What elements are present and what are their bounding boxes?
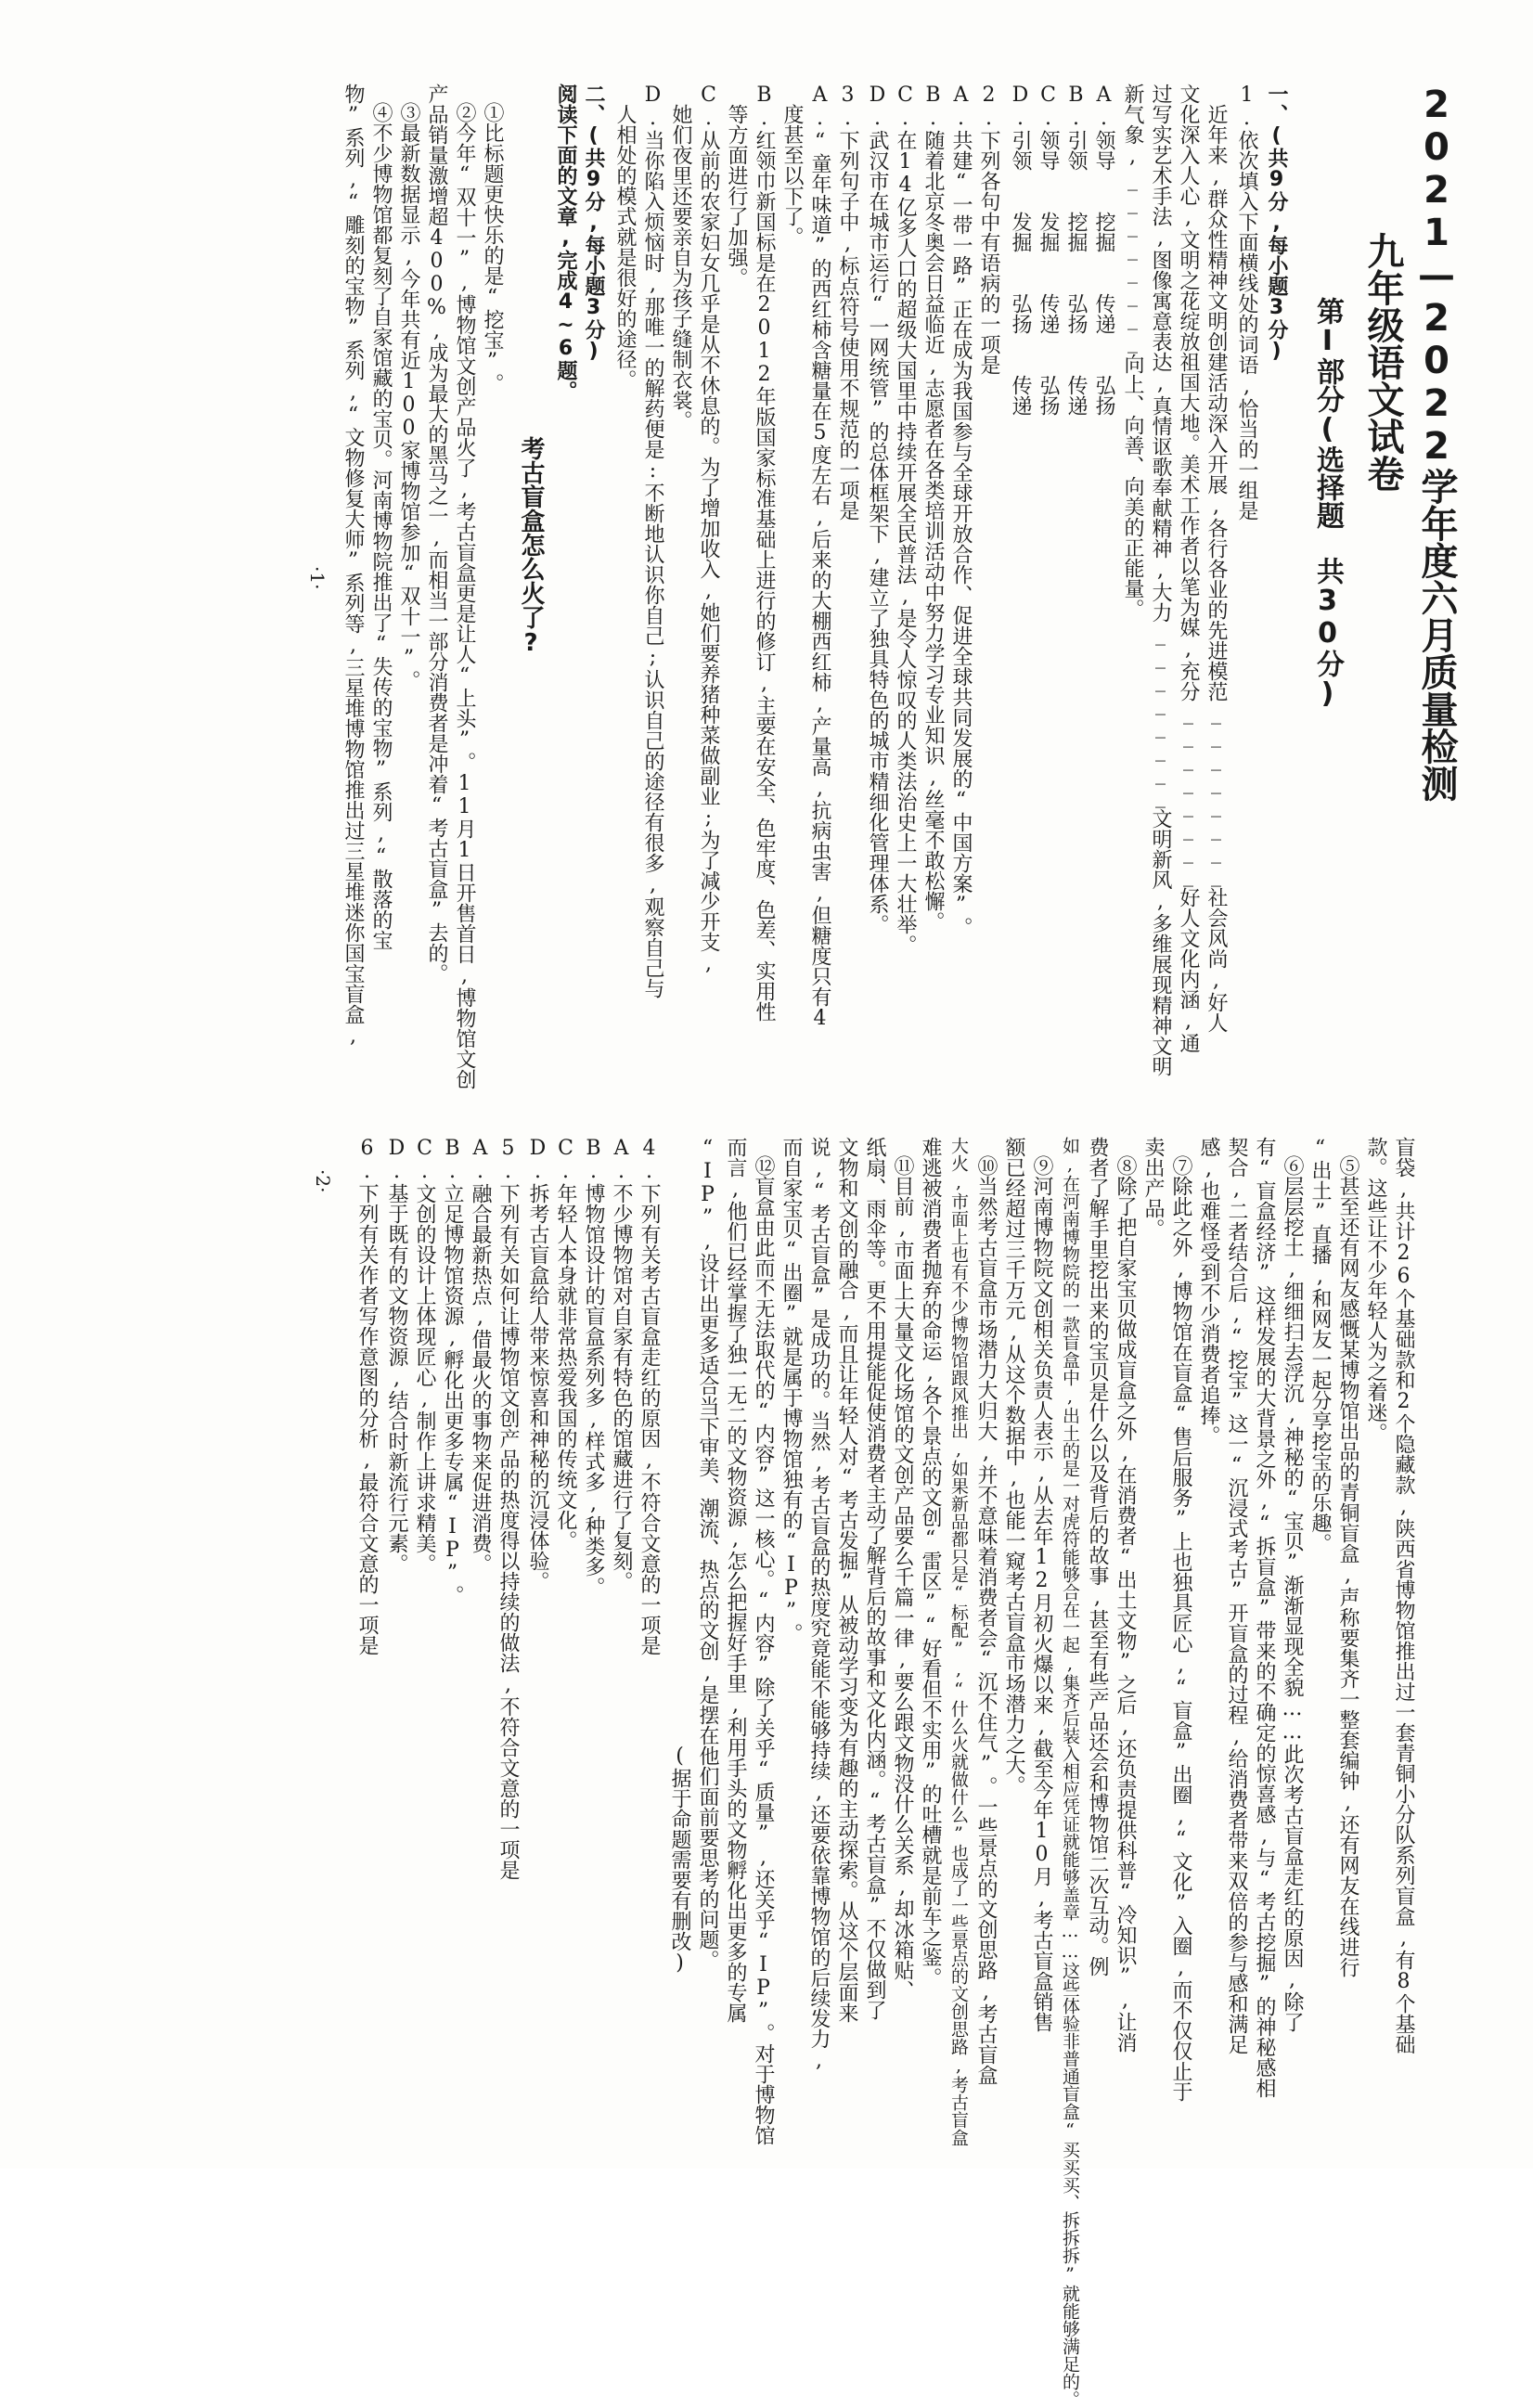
- q1-option-d: D.引领 发掘 弘扬 传递: [1009, 84, 1032, 416]
- article-cont-line-16: ⑩当然考古盲盒市场潜力大归大,并不意味着消费者会“沉不住气”。一些景点的文创思路,考古盲盒: [974, 1155, 998, 2085]
- article-cont-line-9: ⑦除此之外,博物馆在盲盒“售后服务”上也独具匠心,“盲盒”出圈,“文化”入圈,而不仅仅止于: [1169, 1155, 1192, 2102]
- q5-option-b: B.立足博物馆资源,孵化出更多专属“IP”。: [441, 1137, 464, 1605]
- article-source-note: (据于命题需要有删改): [668, 1745, 691, 1975]
- q1-passage-c: 过写实艺术手法,图像寓意表达,真情讴歌奉献精神,大力________文明新风,多维展现精神文明: [1149, 84, 1172, 1076]
- q2-option-a: A.共建“一带一路”正在成为我国参与全球开放合作、促进全球共同发展的“中国方案”。: [949, 84, 973, 937]
- q5-stem: 5.下列有关如何让博物馆文创产品的热度得以持续的做法,不符合文意的一项是: [496, 1137, 520, 1880]
- q1-passage-a: 近年来,群众性精神文明创建活动深入开展,各行各业的先进模范________社会风尚,好人: [1204, 84, 1228, 1033]
- q3-option-b-line2: 等方面进行了加强。: [725, 84, 748, 288]
- article-cont-line-21: 文物和文创的融合,而且让年轻人对“考古发掘”从被动学习变为有趣的主动探索。从这个层面来: [835, 1137, 858, 2023]
- article-title: 考古盲盒怎么火了?: [517, 436, 545, 657]
- article-cont-line-19: ⑪目前,市面上大量文化场馆的文创产品要么千篇一律,要么跟文物没什么关系,却冰箱贴、: [891, 1155, 914, 2001]
- q5-option-c: C.文创的设计上体现匠心,制作上讲求精美。: [413, 1137, 436, 1574]
- main-title-year: 2021—2022学年度六月质量检测: [1415, 84, 1458, 802]
- q3-option-d-line2: 人相处的模式就是很好的途径。: [613, 84, 637, 390]
- article-paragraph-4-cont: 物”系列,“雕刻的宝物”系列,“文物修复大师”系列等,三星堆博物馆推出过三星堆迷你国宝盲盒,: [341, 84, 365, 1048]
- article-paragraph-4: ④不少博物馆都复刻了自家馆藏的宝贝。河南博物院推出了“失传的宝物”系列,“散落的宝: [369, 102, 393, 950]
- q4-option-b: B.博物馆设计的盲盒系列多,样式多,种类多。: [582, 1137, 605, 1597]
- article-paragraph-2-cont: 产品销量激增超400%,成为最大的黑马之一,而相当一部分消费者是冲着“考古盲盒”去的。: [425, 84, 448, 984]
- article-cont-line-25: 而言,他们已经掌握了独一无二的文物资源,怎么把握好手里,利用手头的文物孵化出更多的专属: [724, 1137, 747, 2023]
- article-cont-line-10: 卖出产品。: [1141, 1137, 1165, 1239]
- q1-option-b: B.引领 挖掘 弘扬 传递: [1064, 84, 1088, 416]
- part2-heading: 二、(共9分,每小题3分): [582, 84, 605, 363]
- article-cont-line-2: 款。这些让不少年轻人为之着迷。: [1364, 1137, 1387, 1443]
- q4-option-c: C.年轻人本身就非常热爱我国的传统文化。: [554, 1137, 577, 1551]
- q4-stem: 4.下列有关考古盲盒走红的原因,不符合文意的一项是: [638, 1137, 661, 1655]
- article-cont-line-8: 感,也难怪受到不少消费者追捧。: [1197, 1137, 1220, 1446]
- article-cont-line-4: “出土”直播,和网友一起分享挖宝的乐趣。: [1308, 1137, 1332, 1553]
- q3-option-d-line1: D.当你陷入烦恼时,那唯一的解药便是:不断地认识你自己;认识自己的途径有很多,观察自己与: [641, 84, 664, 998]
- q2-option-d: D.武汉市在城市运行“一网统管”的总体框架下,建立了独具特色的城市精细化管理体系。: [866, 84, 889, 934]
- q5-option-a: A.融合最新热点,借最火的事物来促进消费。: [469, 1137, 492, 1574]
- article-cont-line-17: 大火,市面上也有不少博物馆跟风推出,如果新品都只是“标配”,“什么火就做什么”也成了一些景点的文创思路,考古盲盒: [948, 1137, 969, 2146]
- article-cont-line-18: 难逃被消费者抛弃的命运,各个景点的文创“雷区”“好看但不实用”的吐槽就是前车之鉴。: [919, 1137, 942, 1988]
- main-title-grade: 九年级语文试卷: [1361, 232, 1404, 492]
- article-cont-line-22: 说,“考古盲盒”是成功的。当然,考古盲盒的热度究竟能不能够持续,还要依靠博物馆的后续发力,: [807, 1137, 831, 2072]
- article-cont-line-14: ⑨河南博物院文创相关负责人表示,从去年12月初火爆以来,截至今年10月,考古盲盒销售: [1030, 1155, 1053, 2032]
- q3-option-b-line1: B.红领巾新国标是在2012年版国家标准基础上进行的修订,主要在安全、色牢度、色差、实用性: [753, 84, 776, 1022]
- article-paragraph-1: ①比标题更快乐的是“挖宝”。: [481, 102, 504, 393]
- article-cont-line-3: ⑤甚至还有网友感慨某博物馆出品的青铜盲盒,声称要集齐一整套编钟,还有网友在线进行: [1336, 1155, 1359, 1977]
- article-cont-line-13: 如,在河南博物院的一款盲盒中,出土的是一对虎符能够合在一起,集齐后装入相应凭证就能够盖章……这些体验非普通盲盒“买买买、拆拆拆”就能够满足的。: [1060, 1137, 1080, 2408]
- q4-option-d: D.拆考古盲盒给人带来惊喜和神秘的沉浸体验。: [526, 1137, 549, 1591]
- article-paragraph-2: ②今年“双十一”,博物馆文创产品火了,考古盲盒更是让人“上头”。11月1日开售首日,博物馆文创: [453, 102, 476, 1089]
- article-paragraph-3: ③最新数据显示,今年共有近100家博物馆参加“双十一”。: [397, 102, 420, 690]
- article-cont-line-15: 额已经超过三千万元,从这个数据中,也能一窥考古盲盒市场潜力之大。: [1002, 1137, 1025, 1796]
- q1-option-c: C.领导 发掘 传递 弘扬: [1037, 84, 1060, 416]
- article-cont-line-6: 有“盲盒经济”这样发展的大背景之外,“拆盲盒”带来的不确定的惊喜感,与“考古挖掘”的神秘感相: [1253, 1137, 1276, 2098]
- page-number-1: ·1·: [306, 566, 328, 590]
- page-number-2: ·2·: [312, 1169, 334, 1193]
- q4-option-a: A.不少博物馆对自家有特色的馆藏进行了复刻。: [610, 1137, 633, 1591]
- q3-option-a-line2: 度甚至以下了。: [780, 84, 804, 247]
- q6-stem: 6.下列有关作者写作意图的分析,最符合文意的一项是: [355, 1137, 379, 1655]
- q1-passage-d: 新气象,________向上、向善、向美的正能量。: [1121, 84, 1144, 619]
- q1-stem: 1.依次填入下面横线处的词语,恰当的一组是: [1235, 84, 1258, 521]
- q2-stem: 2.下列各句中有语病的一项是: [977, 84, 1000, 375]
- q1-option-a: A.领导 挖掘 传递 弘扬: [1092, 84, 1115, 416]
- section-title: 第Ⅰ部分(选择题 共30分): [1311, 297, 1344, 710]
- article-cont-line-26: “IP”,设计出更多适合当下审美、潮流、热点的文创,是摆在他们面前要思考的问题。: [696, 1137, 719, 1970]
- article-cont-line-7: 契合,二者结合后,“挖宝”这一“沉浸式考古”开盲盒的过程,给消费者带来双倍的参与感和满足: [1225, 1137, 1248, 2054]
- q2-option-c: C.在14亿多人口的超级大国里中持续开展全民普法,是令人惊叹的人类法治史上一大壮举。: [894, 84, 917, 955]
- q3-option-c-line1: C.从前的农家妇女几乎是从不休息的。为了增加收入,她们要养猪种菜做副业;为了减少开支,: [697, 84, 720, 975]
- article-cont-line-5: ⑥层层挖土,细细扫去浮沉,神秘的“宝贝”渐渐显现全貌……此次考古盲盒走红的原因,除了: [1281, 1155, 1304, 2032]
- part1-heading: 一、(共9分,每小题3分): [1265, 84, 1288, 363]
- article-cont-line-1: 盲袋,共计26个基础款和2个隐藏款,陕西省博物馆推出过一套青铜小分队系列盲盒,有8个基础: [1392, 1137, 1415, 2054]
- q3-stem: 3.下列句子中,标点符号使用不规范的一项是: [836, 84, 859, 521]
- article-cont-line-20: 纸扇、雨伞等。更不用提能促使消费者主动了解背后的故事和文化内涵。“考古盲盒”不仅做到了: [863, 1137, 886, 2020]
- article-cont-line-11: ⑧除了把自家宝贝做成盲盒之外,在消费者“出土文物”之后,还负责提供科普“冷知识”,让消: [1114, 1155, 1137, 2053]
- q5-option-d: D.基于既有的文物资源,结合时新流行元素。: [385, 1137, 408, 1574]
- article-cont-line-24: ⑫盲盒由此而不无法取代的“内容”这一核心。“内容”除了关乎“质量”,还关乎“IP”。对于博物馆: [752, 1155, 775, 2145]
- q3-option-c-line2: 她们夜里还要亲自为孩子缝制衣裳。: [669, 84, 692, 431]
- article-cont-line-12: 费者了解手里挖出来的宝贝是什么以及背后的故事,甚至有些产品还会和博物馆二次互动。例: [1086, 1137, 1109, 1977]
- q3-option-a-line1: A.“童年味道”的西红柿含糖量在5度左右,后来的大棚西红柿,产量高,抗病虫害,但糖度只有4: [808, 84, 831, 1030]
- article-cont-line-23: 而自家宝贝“出圈”就是属于博物馆独有的“IP”。: [779, 1137, 803, 1643]
- q2-option-b: B.随着北京冬奥会日益临近,志愿者在各类培训活动中努力学习专业知识,丝毫不敢松懈。: [921, 84, 945, 932]
- q1-passage-b: 文化深入人心,文明之花绽放祖国大地。美术工作者以笔为媒,充分________好人文化内涵,通: [1177, 84, 1200, 1053]
- part2-instruction: 阅读下面的文章,完成4~6题。: [554, 84, 577, 401]
